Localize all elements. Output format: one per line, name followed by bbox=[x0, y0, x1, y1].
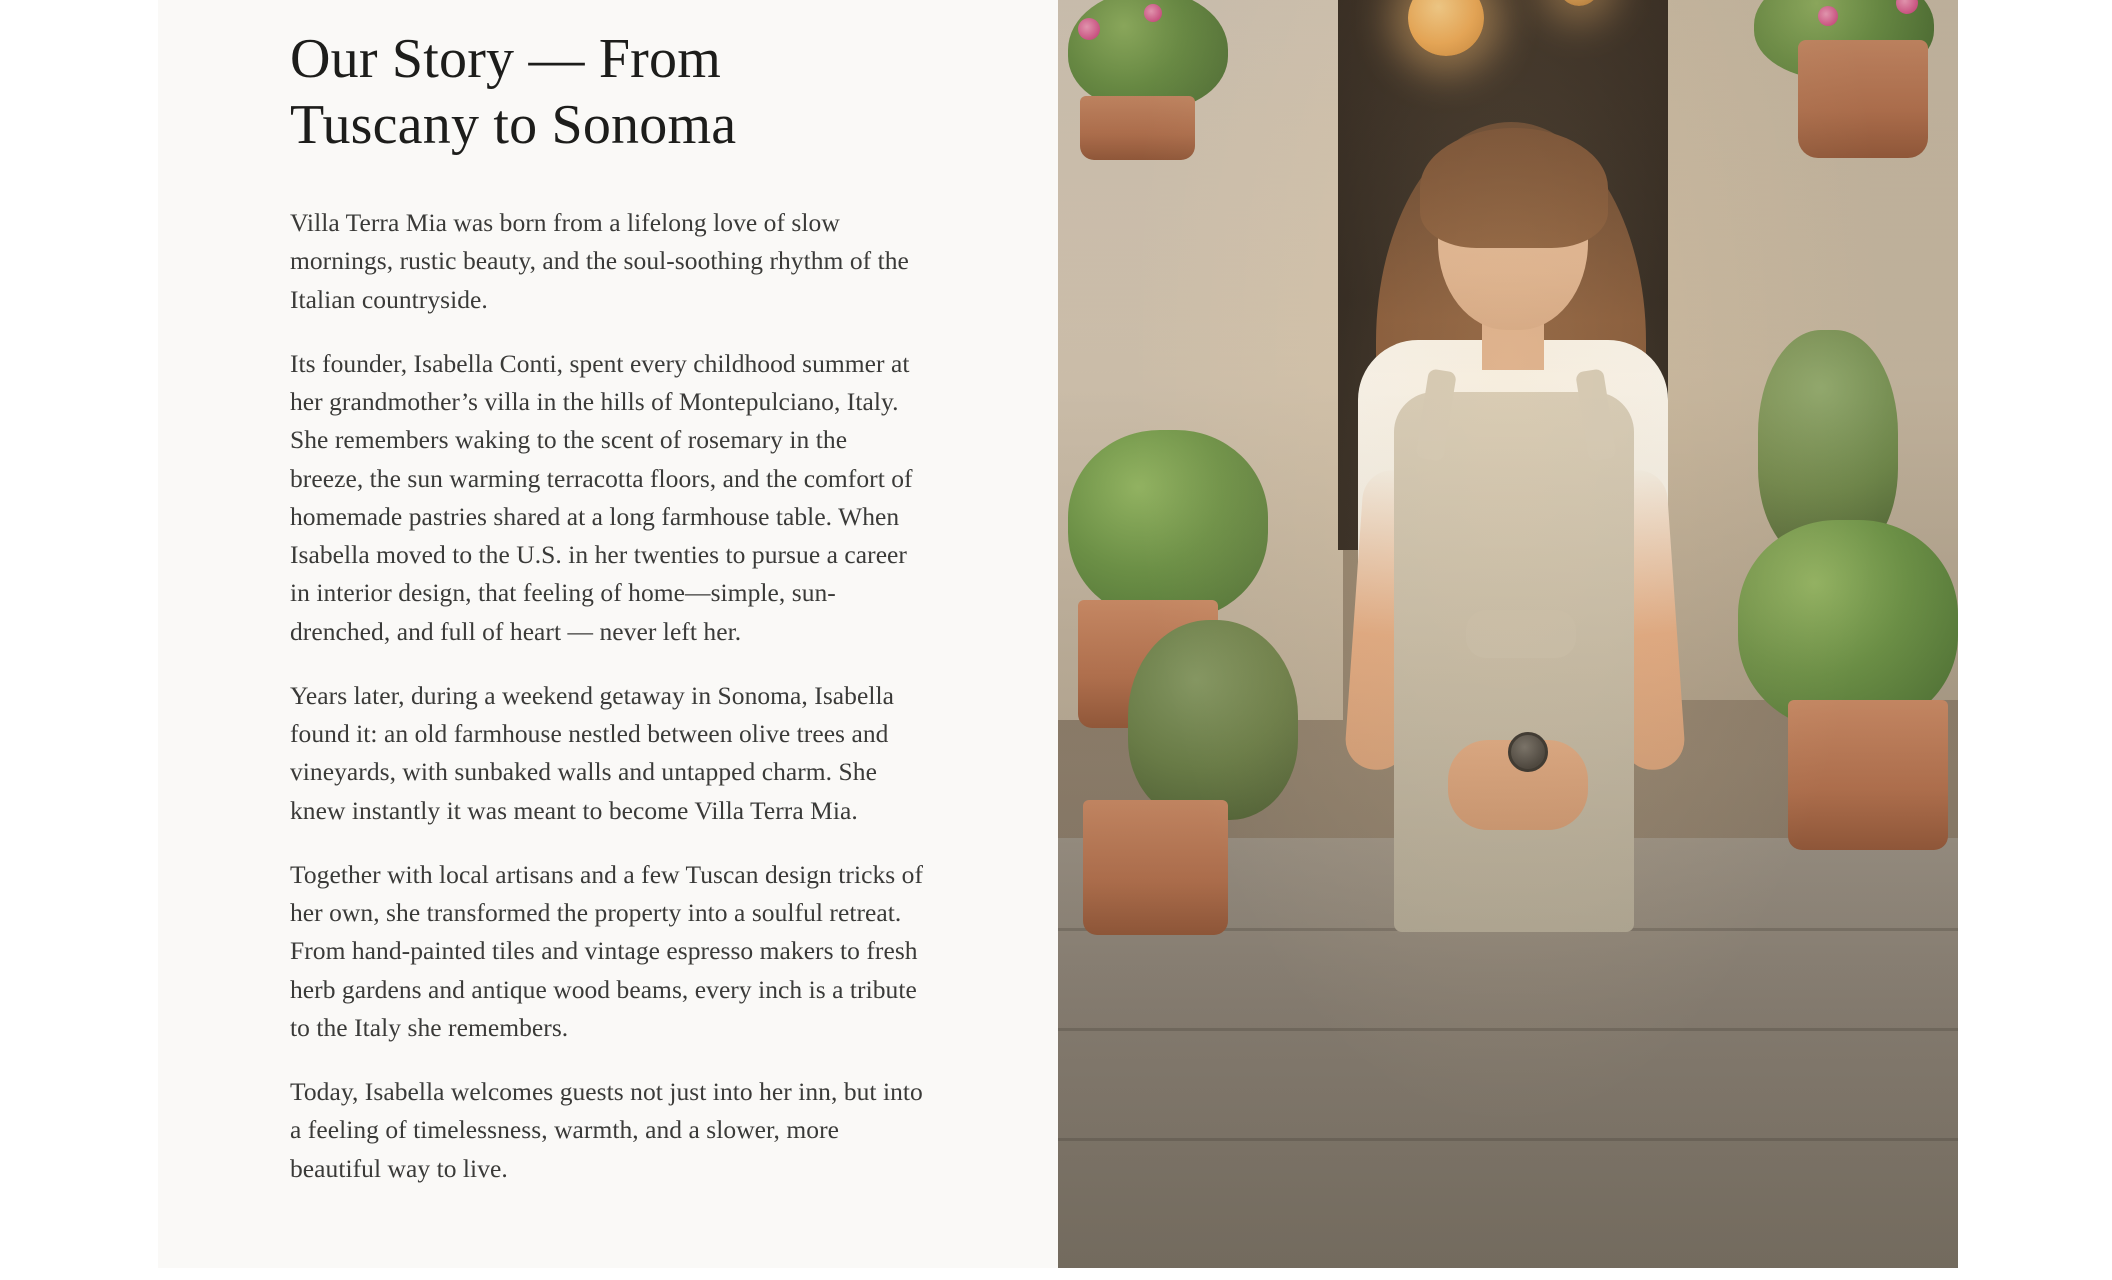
story-text-column bbox=[158, 0, 1058, 1268]
founder-photo bbox=[1058, 0, 1958, 1268]
hair-front bbox=[1420, 128, 1608, 248]
story-paragraph: Years later, during a weekend getaway in Sonoma, Isabella found it: an old farmhouse nestled between olive trees and vineyards, with sunbaked walls and untapped charm. She knew instantly it was meant to become Villa Terra Mia. bbox=[290, 680, 894, 825]
potted-plant bbox=[1128, 620, 1298, 820]
story-body bbox=[290, 204, 926, 1188]
potted-plant bbox=[1738, 520, 1958, 730]
story-image-column bbox=[1058, 0, 1958, 1268]
planter-pot bbox=[1083, 800, 1228, 935]
apron-tie bbox=[1466, 610, 1576, 658]
linen-apron bbox=[1394, 392, 1634, 932]
page-title: Our Story — From Tuscany to Sonoma bbox=[290, 28, 737, 157]
our-story-section bbox=[158, 0, 1958, 1268]
story-paragraph: Today, Isabella welcomes guests not just into her inn, but into a feeling of timelessness, warmth, and a slower, more beautiful way to live. bbox=[290, 1077, 923, 1183]
story-paragraph: Its founder, Isabella Conti, spent every childhood summer at her grandmother’s villa in the hills of Montepulciano, Italy. She remembers waking to the scent of rosemary in the breeze, the sun warming terracotta floors, and the comfort of homemade pastries shared at a long farmhouse table. When Isabella moved to the U.S. in her twenties to pursue a career in interior design, that feeling of home—simple, sun-drenched, and full of heart — never left her. bbox=[290, 348, 913, 646]
story-paragraph: Together with local artisans and a few Tuscan design tricks of her own, she transformed the property into a soulful retreat. From hand-painted tiles and vintage espresso makers to fresh herb gardens and antique wood beams, every inch is a tribute to the Italy she remembers. bbox=[290, 859, 924, 1042]
story-paragraph: Villa Terra Mia was born from a lifelong love of slow mornings, rustic beauty, and the soul-soothing rhythm of the Italian countryside. bbox=[290, 208, 909, 314]
wristwatch-icon bbox=[1508, 732, 1548, 772]
planter-pot bbox=[1788, 700, 1948, 850]
